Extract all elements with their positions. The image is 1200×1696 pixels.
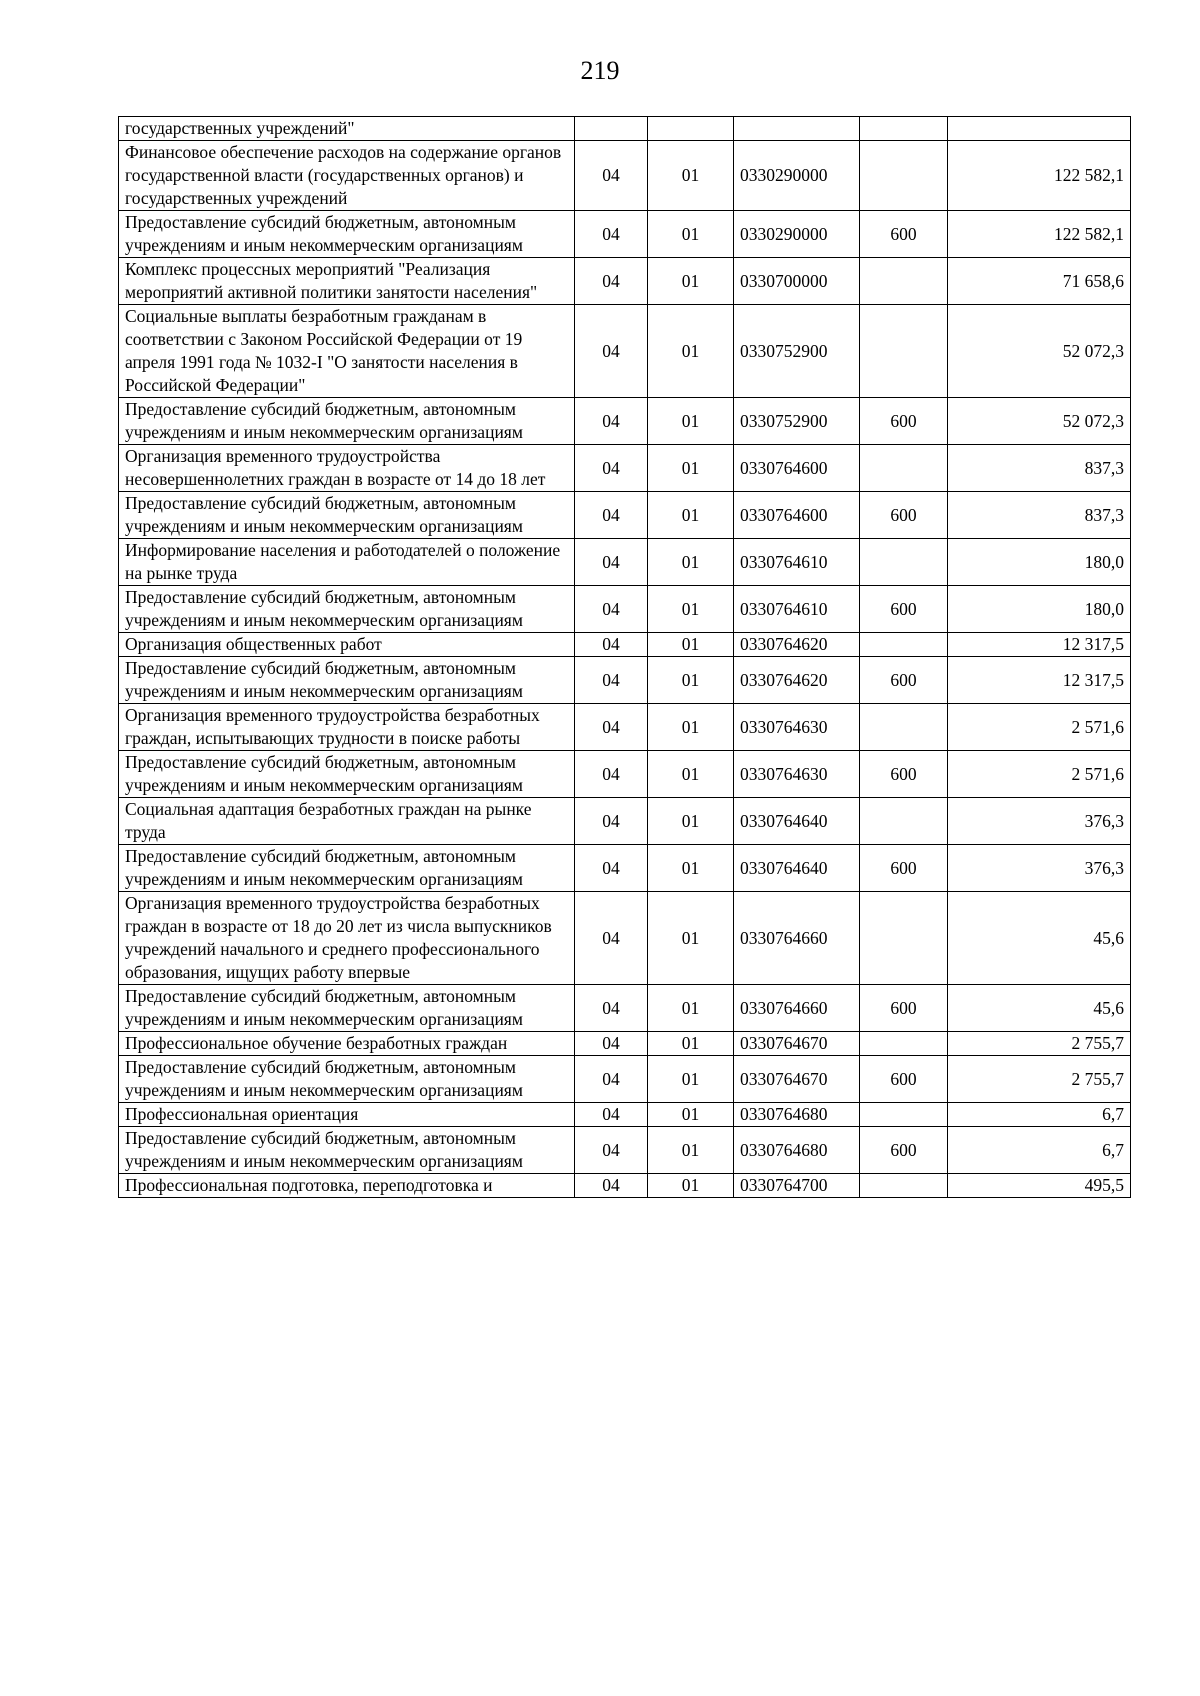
amount-cell: 837,3: [948, 445, 1131, 492]
amount-cell: 45,6: [948, 985, 1131, 1032]
expense-type-cell: [860, 892, 948, 985]
amount-cell: 52 072,3: [948, 398, 1131, 445]
subsection-code-cell: 01: [648, 445, 734, 492]
table-row: [119, 398, 1131, 445]
target-article-cell: 0330764670: [734, 1032, 860, 1056]
section-code-cell: 04: [575, 1056, 648, 1103]
expense-type-cell: [860, 539, 948, 586]
expense-type-cell: 600: [860, 657, 948, 704]
table-row: [119, 586, 1131, 633]
table-row: [119, 492, 1131, 539]
subsection-code-cell: 01: [648, 1056, 734, 1103]
table-row: [119, 1032, 1131, 1056]
target-article-cell: 0330290000: [734, 211, 860, 258]
amount-cell: [948, 117, 1131, 141]
section-code-cell: 04: [575, 492, 648, 539]
table-row: [119, 892, 1131, 985]
table-row: [119, 117, 1131, 141]
target-article-cell: 0330764700: [734, 1174, 860, 1198]
expense-name-cell: Предоставление субсидий бюджетным, автономным учреждениям и иным некоммерческим организациям: [119, 1127, 575, 1174]
target-article-cell: 0330764670: [734, 1056, 860, 1103]
target-article-cell: 0330764610: [734, 586, 860, 633]
subsection-code-cell: 01: [648, 892, 734, 985]
expense-type-cell: 600: [860, 398, 948, 445]
section-code-cell: 04: [575, 141, 648, 211]
subsection-code-cell: 01: [648, 1103, 734, 1127]
target-article-cell: 0330752900: [734, 305, 860, 398]
subsection-code-cell: 01: [648, 539, 734, 586]
target-article-cell: 0330764640: [734, 798, 860, 845]
target-article-cell: 0330764680: [734, 1103, 860, 1127]
expense-type-cell: [860, 704, 948, 751]
expense-type-cell: [860, 258, 948, 305]
expense-name-cell: Комплекс процессных мероприятий "Реализация мероприятий активной политики занятости населения": [119, 258, 575, 305]
amount-cell: 6,7: [948, 1127, 1131, 1174]
table-row: [119, 985, 1131, 1032]
target-article-cell: [734, 117, 860, 141]
amount-cell: 376,3: [948, 798, 1131, 845]
amount-cell: 71 658,6: [948, 258, 1131, 305]
expense-name-cell: Предоставление субсидий бюджетным, автономным учреждениям и иным некоммерческим организациям: [119, 398, 575, 445]
subsection-code-cell: 01: [648, 1032, 734, 1056]
expense-type-cell: [860, 305, 948, 398]
table-row: [119, 657, 1131, 704]
section-code-cell: 04: [575, 1127, 648, 1174]
target-article-cell: 0330764600: [734, 445, 860, 492]
table-row: [119, 704, 1131, 751]
section-code-cell: 04: [575, 657, 648, 704]
expense-name-cell: Профессиональная подготовка, переподготовка и: [119, 1174, 575, 1198]
expense-type-cell: [860, 1174, 948, 1198]
amount-cell: 52 072,3: [948, 305, 1131, 398]
amount-cell: 376,3: [948, 845, 1131, 892]
expense-type-cell: [860, 1103, 948, 1127]
expense-name-cell: Информирование населения и работодателей о положение на рынке труда: [119, 539, 575, 586]
expense-name-cell: Предоставление субсидий бюджетным, автономным учреждениям и иным некоммерческим организациям: [119, 751, 575, 798]
expense-name-cell: Организация временного трудоустройства безработных граждан, испытывающих трудности в поиске работы: [119, 704, 575, 751]
subsection-code-cell: 01: [648, 1174, 734, 1198]
amount-cell: 122 582,1: [948, 141, 1131, 211]
subsection-code-cell: 01: [648, 845, 734, 892]
expense-type-cell: [860, 117, 948, 141]
amount-cell: 2 571,6: [948, 751, 1131, 798]
amount-cell: 122 582,1: [948, 211, 1131, 258]
subsection-code-cell: 01: [648, 258, 734, 305]
amount-cell: 495,5: [948, 1174, 1131, 1198]
expense-name-cell: государственных учреждений": [119, 117, 575, 141]
expense-type-cell: 600: [860, 1056, 948, 1103]
table-row: [119, 305, 1131, 398]
section-code-cell: 04: [575, 633, 648, 657]
target-article-cell: 0330290000: [734, 141, 860, 211]
expense-type-cell: 600: [860, 845, 948, 892]
target-article-cell: 0330764680: [734, 1127, 860, 1174]
section-code-cell: 04: [575, 398, 648, 445]
amount-cell: 45,6: [948, 892, 1131, 985]
subsection-code-cell: 01: [648, 398, 734, 445]
target-article-cell: 0330764620: [734, 657, 860, 704]
subsection-code-cell: 01: [648, 1127, 734, 1174]
table-row: [119, 141, 1131, 211]
target-article-cell: 0330764630: [734, 704, 860, 751]
section-code-cell: [575, 117, 648, 141]
table-row: [119, 445, 1131, 492]
expense-type-cell: [860, 633, 948, 657]
table-row: [119, 633, 1131, 657]
expense-name-cell: Предоставление субсидий бюджетным, автономным учреждениям и иным некоммерческим организациям: [119, 985, 575, 1032]
expense-name-cell: Финансовое обеспечение расходов на содержание органов государственной власти (государственных органов) и государственных учреждений: [119, 141, 575, 211]
expense-name-cell: Социальная адаптация безработных граждан на рынке труда: [119, 798, 575, 845]
section-code-cell: 04: [575, 211, 648, 258]
section-code-cell: 04: [575, 1032, 648, 1056]
subsection-code-cell: 01: [648, 751, 734, 798]
subsection-code-cell: 01: [648, 657, 734, 704]
target-article-cell: 0330700000: [734, 258, 860, 305]
subsection-code-cell: [648, 117, 734, 141]
expense-name-cell: Социальные выплаты безработным гражданам в соответствии с Законом Российской Федерации от 19 апреля 1991 года № 1032-I "О занятости населения в Российской Федерации": [119, 305, 575, 398]
table-row: [119, 845, 1131, 892]
amount-cell: 2 571,6: [948, 704, 1131, 751]
target-article-cell: 0330764600: [734, 492, 860, 539]
subsection-code-cell: 01: [648, 141, 734, 211]
expense-type-cell: 600: [860, 985, 948, 1032]
expense-type-cell: 600: [860, 751, 948, 798]
expense-name-cell: Предоставление субсидий бюджетным, автономным учреждениям и иным некоммерческим организациям: [119, 657, 575, 704]
target-article-cell: 0330764660: [734, 892, 860, 985]
expense-name-cell: Предоставление субсидий бюджетным, автономным учреждениям и иным некоммерческим организациям: [119, 1056, 575, 1103]
expense-name-cell: Организация общественных работ: [119, 633, 575, 657]
subsection-code-cell: 01: [648, 633, 734, 657]
target-article-cell: 0330752900: [734, 398, 860, 445]
expense-name-cell: Профессиональная ориентация: [119, 1103, 575, 1127]
section-code-cell: 04: [575, 845, 648, 892]
section-code-cell: 04: [575, 751, 648, 798]
section-code-cell: 04: [575, 258, 648, 305]
amount-cell: 6,7: [948, 1103, 1131, 1127]
amount-cell: 2 755,7: [948, 1032, 1131, 1056]
expense-type-cell: 600: [860, 211, 948, 258]
section-code-cell: 04: [575, 539, 648, 586]
expense-type-cell: 600: [860, 586, 948, 633]
table-row: [119, 1174, 1131, 1198]
page-number: 219: [580, 56, 620, 85]
section-code-cell: 04: [575, 892, 648, 985]
section-code-cell: 04: [575, 445, 648, 492]
expense-type-cell: [860, 141, 948, 211]
table-row: [119, 1103, 1131, 1127]
budget-table-body: [119, 117, 1131, 1198]
subsection-code-cell: 01: [648, 211, 734, 258]
expense-name-cell: Предоставление субсидий бюджетным, автономным учреждениям и иным некоммерческим организациям: [119, 586, 575, 633]
expense-name-cell: Предоставление субсидий бюджетным, автономным учреждениям и иным некоммерческим организациям: [119, 211, 575, 258]
budget-table: [118, 116, 1131, 1198]
expense-type-cell: 600: [860, 1127, 948, 1174]
expense-type-cell: 600: [860, 492, 948, 539]
section-code-cell: 04: [575, 704, 648, 751]
table-row: [119, 751, 1131, 798]
section-code-cell: 04: [575, 985, 648, 1032]
subsection-code-cell: 01: [648, 798, 734, 845]
target-article-cell: 0330764660: [734, 985, 860, 1032]
target-article-cell: 0330764630: [734, 751, 860, 798]
expense-name-cell: Профессиональное обучение безработных граждан: [119, 1032, 575, 1056]
target-article-cell: 0330764620: [734, 633, 860, 657]
amount-cell: 12 317,5: [948, 657, 1131, 704]
expense-type-cell: [860, 1032, 948, 1056]
amount-cell: 2 755,7: [948, 1056, 1131, 1103]
amount-cell: 180,0: [948, 586, 1131, 633]
expense-type-cell: [860, 445, 948, 492]
section-code-cell: 04: [575, 305, 648, 398]
table-row: [119, 211, 1131, 258]
section-code-cell: 04: [575, 1103, 648, 1127]
table-row: [119, 798, 1131, 845]
target-article-cell: 0330764610: [734, 539, 860, 586]
table-row: [119, 539, 1131, 586]
table-row: [119, 258, 1131, 305]
section-code-cell: 04: [575, 1174, 648, 1198]
amount-cell: 12 317,5: [948, 633, 1131, 657]
expense-name-cell: Предоставление субсидий бюджетным, автономным учреждениям и иным некоммерческим организациям: [119, 845, 575, 892]
expense-name-cell: Организация временного трудоустройства несовершеннолетних граждан в возрасте от 14 до 18 лет: [119, 445, 575, 492]
expense-name-cell: Организация временного трудоустройства безработных граждан в возрасте от 18 до 20 лет из числа выпускников учреждений начального и среднего профессионального образования, ищущих работу впервые: [119, 892, 575, 985]
expense-type-cell: [860, 798, 948, 845]
subsection-code-cell: 01: [648, 586, 734, 633]
section-code-cell: 04: [575, 586, 648, 633]
subsection-code-cell: 01: [648, 305, 734, 398]
subsection-code-cell: 01: [648, 704, 734, 751]
amount-cell: 837,3: [948, 492, 1131, 539]
table-row: [119, 1127, 1131, 1174]
subsection-code-cell: 01: [648, 985, 734, 1032]
target-article-cell: 0330764640: [734, 845, 860, 892]
section-code-cell: 04: [575, 798, 648, 845]
table-row: [119, 1056, 1131, 1103]
expense-name-cell: Предоставление субсидий бюджетным, автономным учреждениям и иным некоммерческим организациям: [119, 492, 575, 539]
subsection-code-cell: 01: [648, 492, 734, 539]
amount-cell: 180,0: [948, 539, 1131, 586]
